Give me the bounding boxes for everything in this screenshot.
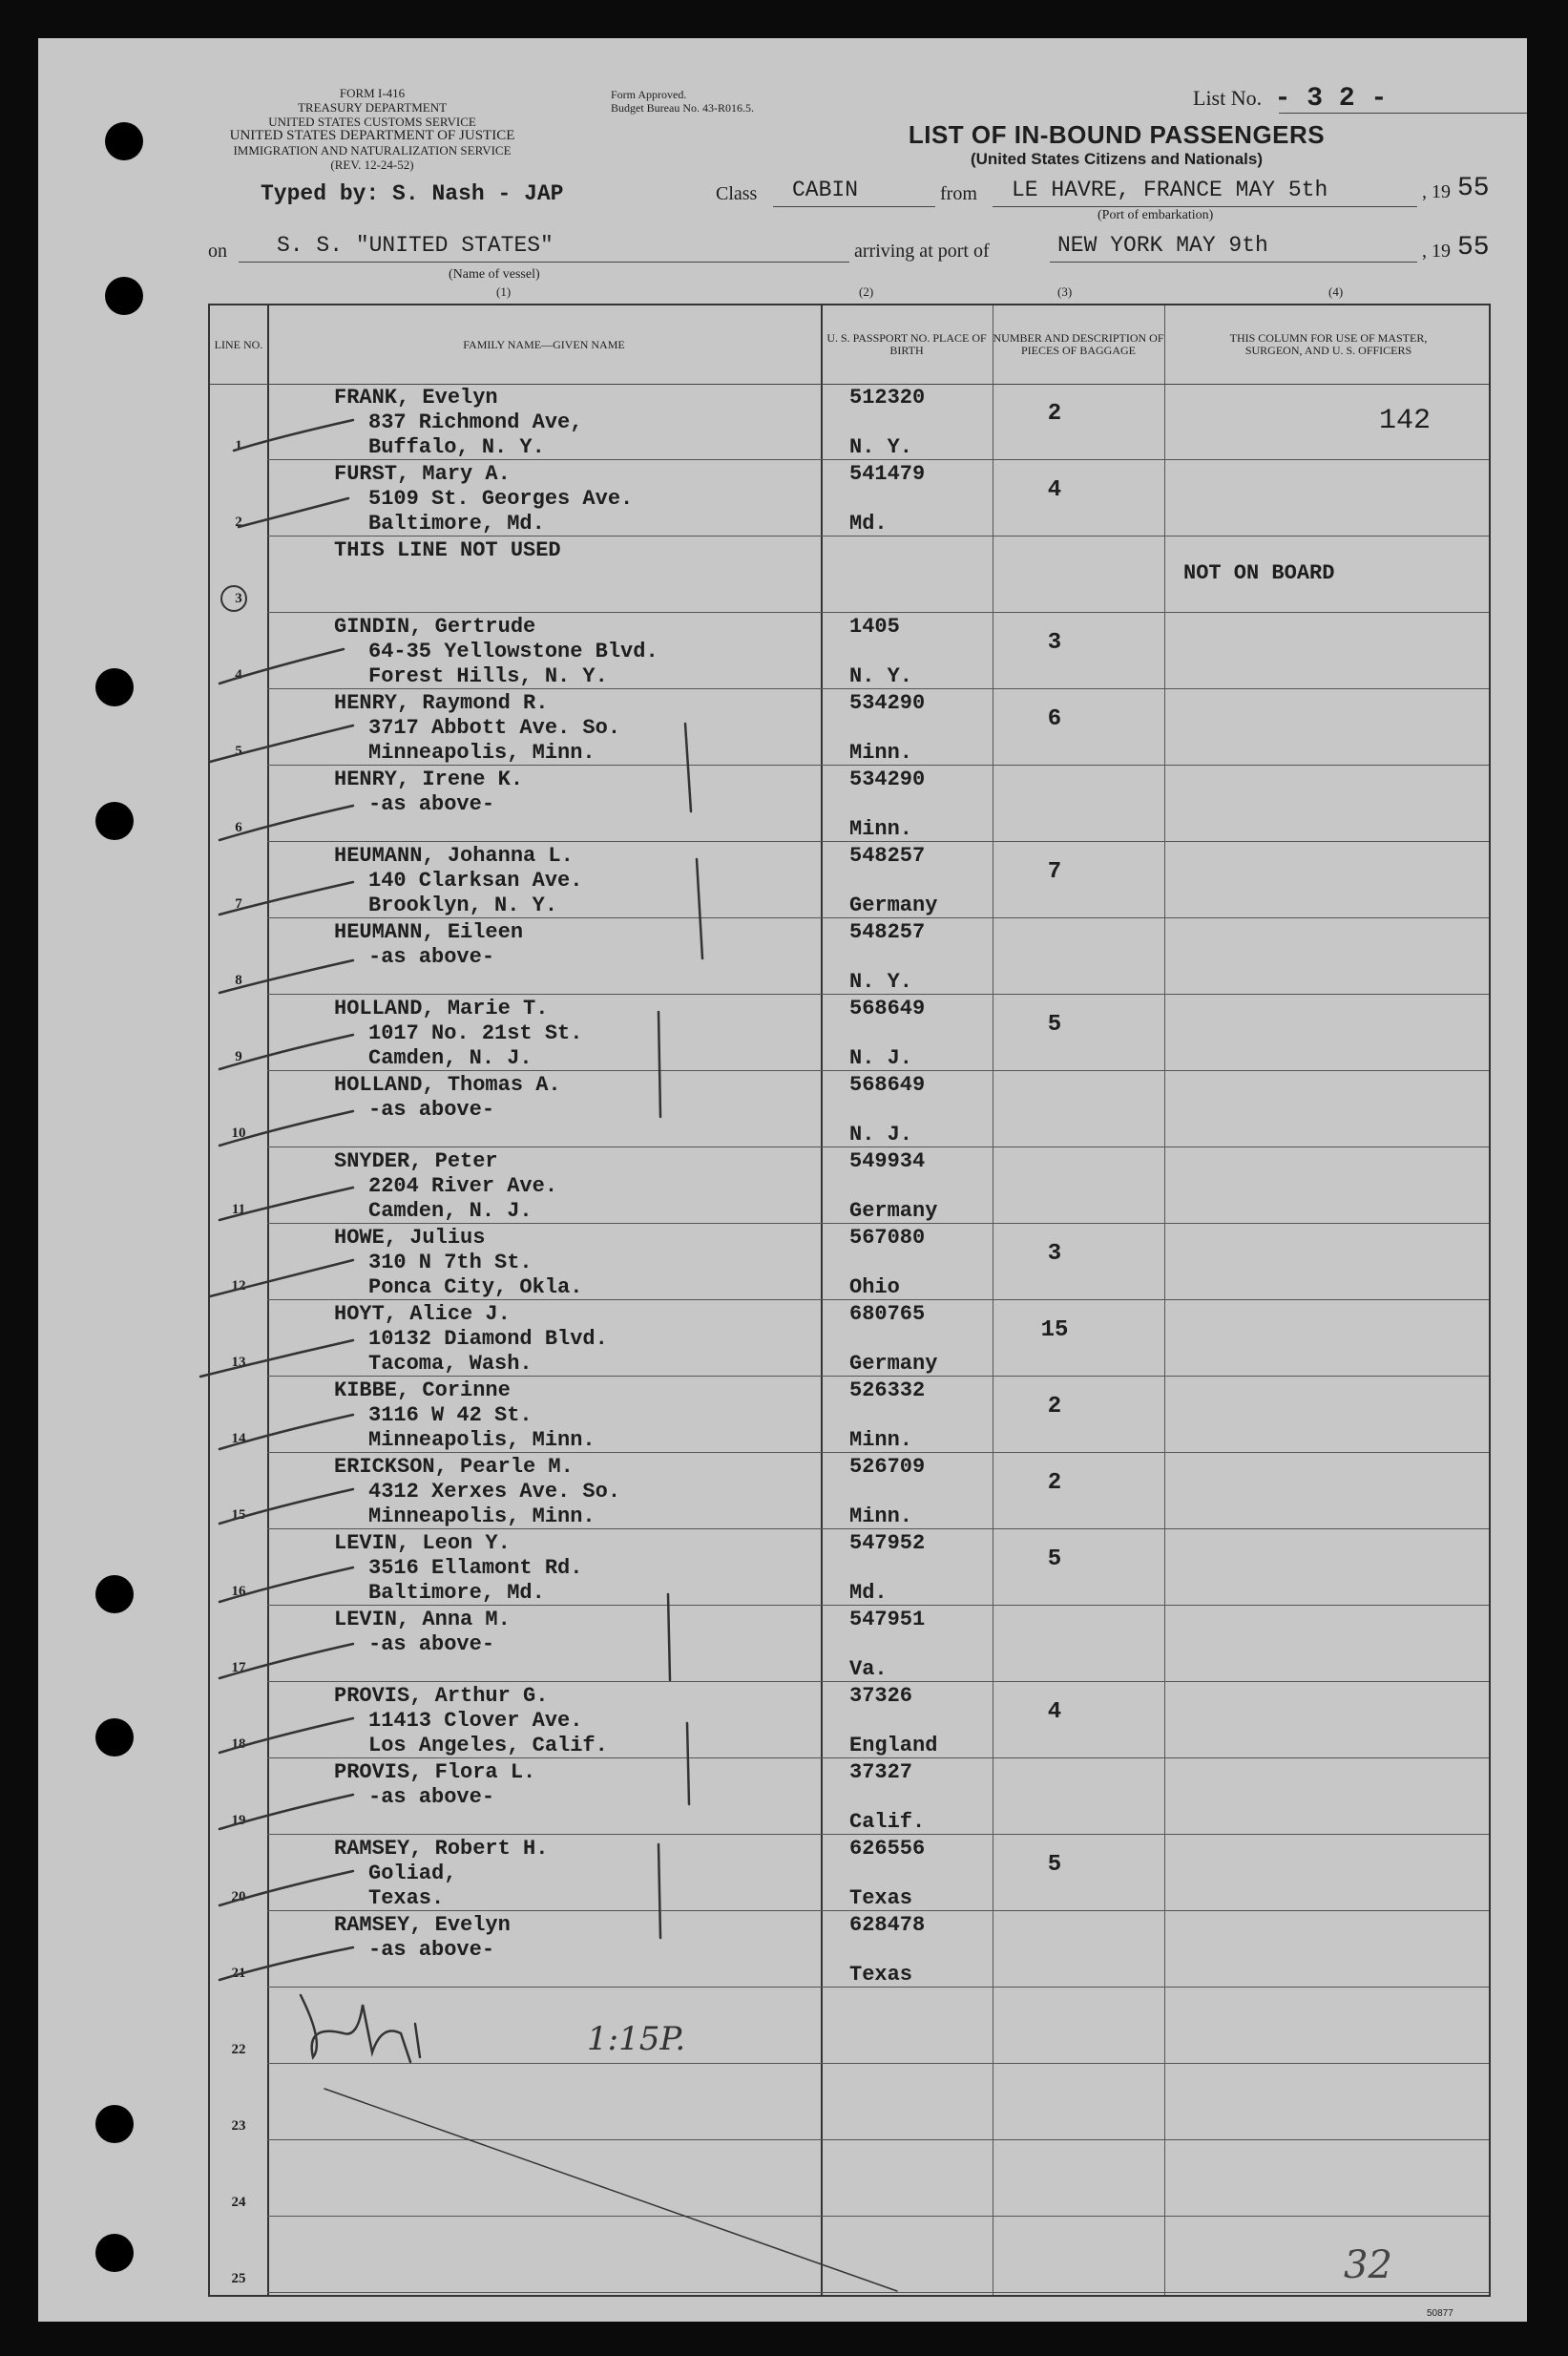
passenger-name: LEVIN, Leon Y. <box>334 1531 511 1555</box>
column-number-4: (4) <box>1328 284 1344 299</box>
place-of-birth: Germany <box>849 1199 938 1223</box>
punch-hole <box>105 122 143 160</box>
address-line-1: 4312 Xerxes Ave. So. <box>368 1480 621 1504</box>
baggage-count: 2 <box>1047 1470 1062 1496</box>
address-line-2: Forest Hills, N. Y. <box>368 664 608 688</box>
punch-hole <box>95 802 134 840</box>
table-row <box>210 460 1489 536</box>
passport-cell <box>849 1149 938 1223</box>
passenger-name-cell <box>334 1149 557 1224</box>
address-line-1: 3516 Ellamont Rd. <box>368 1556 583 1580</box>
line-number: 8 <box>235 973 242 988</box>
address-line-2: Minneapolis, Minn. <box>368 741 596 765</box>
passenger-name: ERICKSON, Pearle M. <box>334 1455 574 1479</box>
address-line-2: Los Angeles, Calif. <box>368 1734 608 1757</box>
passenger-name-cell <box>334 1837 548 1911</box>
address-line-2: Camden, N. J. <box>368 1046 533 1070</box>
document-title: LIST OF IN-BOUND PASSENGERS <box>908 120 1326 149</box>
address-line-1: -as above- <box>368 1785 495 1809</box>
passenger-name: RAMSEY, Robert H. <box>334 1837 549 1861</box>
passenger-name-cell <box>334 1608 511 1657</box>
passenger-name: HEUMANN, Johanna L. <box>334 844 574 868</box>
passenger-table <box>208 304 1491 2297</box>
address-line-2: Buffalo, N. Y. <box>368 435 545 459</box>
table-row <box>210 1224 1489 1300</box>
typed-by-value: S. Nash - JAP <box>392 181 564 206</box>
line-number: 4 <box>235 667 242 683</box>
table-row <box>210 689 1489 766</box>
passport-cell <box>849 920 926 994</box>
passenger-name: HENRY, Irene K. <box>334 768 524 791</box>
baggage-count: 3 <box>1047 630 1062 656</box>
passenger-name-cell <box>334 1531 582 1606</box>
passport-number: 568649 <box>849 1073 926 1097</box>
officer-handwritten-note: 142 <box>1379 405 1432 437</box>
table-row <box>210 536 1489 613</box>
passport-cell <box>849 1684 938 1757</box>
table-row <box>210 1453 1489 1529</box>
passport-number: 526709 <box>849 1455 926 1479</box>
place-of-birth: N. Y. <box>849 664 913 688</box>
passport-number: 37326 <box>849 1684 913 1708</box>
passport-cell <box>849 1226 926 1299</box>
form-number: FORM I-416 <box>339 86 406 100</box>
passport-cell <box>849 1073 926 1146</box>
passport-cell <box>849 768 926 841</box>
form-approval <box>611 88 754 115</box>
address-line-1: 140 Clarksan Ave. <box>368 869 583 893</box>
passport-number: 628478 <box>849 1913 926 1937</box>
typed-by-label: Typed by: <box>261 181 380 206</box>
place-of-birth: N. Y. <box>849 970 913 994</box>
line-number: 1 <box>235 438 242 453</box>
form-revision: (REV. 12-24-52) <box>330 158 414 172</box>
year-prefix: , 19 <box>1422 241 1451 262</box>
embarkation-year: 55 <box>1457 174 1490 203</box>
place-of-birth: Texas <box>849 1886 913 1910</box>
column-number-2: (2) <box>859 284 874 299</box>
table-row <box>210 1682 1489 1758</box>
punch-hole <box>95 1575 134 1613</box>
passport-cell <box>849 615 913 688</box>
baggage-count: 7 <box>1047 859 1062 885</box>
on-label: on <box>208 241 227 262</box>
baggage-count: 6 <box>1047 706 1062 732</box>
passport-number: 548257 <box>849 920 926 944</box>
passport-number: 512320 <box>849 386 926 410</box>
passport-cell <box>849 1760 926 1834</box>
place-of-birth: England <box>849 1734 938 1757</box>
place-of-birth: Minn. <box>849 741 913 765</box>
address-line-2: Camden, N. J. <box>368 1199 533 1223</box>
passport-cell <box>849 386 926 459</box>
passport-cell <box>849 1378 926 1452</box>
header-line-no: LINE NO. <box>214 337 263 351</box>
column-number-3: (3) <box>1057 284 1073 299</box>
passport-cell <box>849 1455 926 1528</box>
table-row <box>210 1606 1489 1682</box>
line-number: 24 <box>231 2195 246 2210</box>
table-row <box>210 2217 1489 2293</box>
form-approved-label: Form Approved. <box>611 88 687 101</box>
passport-cell <box>849 1608 926 1681</box>
line-number: 17 <box>231 1660 246 1675</box>
punch-hole <box>105 277 143 315</box>
passport-cell <box>849 844 938 917</box>
list-number-label: List No. <box>1193 86 1263 110</box>
passport-number: 680765 <box>849 1302 926 1326</box>
address-line-2: Minneapolis, Minn. <box>368 1428 596 1452</box>
address-line-1: -as above- <box>368 945 495 969</box>
passport-cell <box>849 1837 926 1910</box>
document-page <box>38 38 1527 2322</box>
passenger-name: PROVIS, Arthur G. <box>334 1684 549 1708</box>
place-of-birth: Minn. <box>849 1428 913 1452</box>
passport-cell <box>849 1531 926 1605</box>
header-baggage: NUMBER AND DESCRIPTION OF PIECES OF BAGGAGE <box>993 331 1164 357</box>
place-of-birth: Minn. <box>849 1504 913 1528</box>
table-row <box>210 766 1489 842</box>
line-number: 15 <box>231 1507 246 1523</box>
address-line-1: 3717 Abbott Ave. So. <box>368 716 621 740</box>
place-of-birth: N. Y. <box>849 435 913 459</box>
punch-hole <box>95 2105 134 2143</box>
passenger-name-cell <box>334 1455 620 1529</box>
passenger-name-cell <box>334 462 633 536</box>
budget-bureau-number: Budget Bureau No. 43-R016.5. <box>611 101 754 115</box>
from-label: from <box>940 183 977 204</box>
line-number: 14 <box>231 1431 246 1446</box>
passport-cell <box>849 462 926 536</box>
line-number: 9 <box>235 1049 242 1064</box>
arrival-year: 55 <box>1457 233 1490 263</box>
passenger-name: HOLLAND, Marie T. <box>334 997 549 1020</box>
baggage-count: 5 <box>1047 1852 1062 1878</box>
address-line-1: 837 Richmond Ave, <box>368 410 583 434</box>
address-line-1: -as above- <box>368 1632 495 1656</box>
passport-cell <box>849 1302 938 1376</box>
justice-department: UNITED STATES DEPARTMENT OF JUSTICE <box>229 128 515 143</box>
passenger-name-cell <box>334 386 582 460</box>
passenger-name: FURST, Mary A. <box>334 462 511 486</box>
immigration-service: IMMIGRATION AND NATURALIZATION SERVICE <box>233 143 512 158</box>
passport-number: 37327 <box>849 1760 913 1784</box>
officer-note: NOT ON BOARD <box>1183 561 1335 585</box>
form-agency-header <box>181 86 563 172</box>
table-row <box>210 384 1489 460</box>
passenger-name: SNYDER, Peter <box>334 1149 498 1173</box>
address-line-2: Baltimore, Md. <box>368 512 545 536</box>
address-line-2: Ponca City, Okla. <box>368 1275 583 1299</box>
vessel-caption: (Name of vessel) <box>449 267 540 282</box>
address-line-1: -as above- <box>368 1098 495 1122</box>
passenger-name: HOWE, Julius <box>334 1226 486 1250</box>
table-row <box>210 1988 1489 2064</box>
table-row <box>210 1911 1489 1988</box>
table-row <box>210 2064 1489 2140</box>
address-line-1: -as above- <box>368 792 495 816</box>
place-of-birth: Germany <box>849 894 938 917</box>
address-line-1: 5109 St. Georges Ave. <box>368 487 634 511</box>
passport-cell <box>849 1913 926 1987</box>
address-line-2: Baltimore, Md. <box>368 1581 545 1605</box>
document-title-block <box>907 120 1327 169</box>
passenger-name-cell <box>334 1226 582 1300</box>
passenger-name: HENRY, Raymond R. <box>334 691 549 715</box>
baggage-count: 5 <box>1047 1012 1062 1038</box>
line-number: 23 <box>231 2118 246 2134</box>
list-number-value: - 3 2 - <box>1274 84 1388 114</box>
table-row <box>210 1300 1489 1377</box>
passenger-name: RAMSEY, Evelyn <box>334 1913 511 1937</box>
address-line-1: 2204 River Ave. <box>368 1174 558 1198</box>
line-number: 13 <box>231 1355 246 1370</box>
baggage-count: 3 <box>1047 1241 1062 1267</box>
place-of-birth: Calif. <box>849 1810 926 1834</box>
table-row <box>210 995 1489 1071</box>
customs-service: UNITED STATES CUSTOMS SERVICE <box>268 115 476 129</box>
table-row <box>210 1377 1489 1453</box>
line-number: 7 <box>235 896 242 912</box>
passport-number: 567080 <box>849 1226 926 1250</box>
table-row <box>210 1071 1489 1147</box>
passenger-name: PROVIS, Flora L. <box>334 1760 536 1784</box>
table-row <box>210 842 1489 918</box>
address-line-2: Minneapolis, Minn. <box>368 1504 596 1528</box>
passport-number: 534290 <box>849 691 926 715</box>
passenger-name-cell <box>334 1760 535 1810</box>
passenger-name: KIBBE, Corinne <box>334 1378 511 1402</box>
list-number <box>1193 84 1387 114</box>
arriving-label: arriving at port of <box>854 241 990 262</box>
address-line-2: Brooklyn, N. Y. <box>368 894 558 917</box>
address-line-1: -as above- <box>368 1938 495 1962</box>
port-of-arrival: NEW YORK MAY 9th <box>1057 233 1268 258</box>
year-prefix: , 19 <box>1422 181 1451 202</box>
passenger-name-cell <box>334 538 561 563</box>
punch-hole <box>95 668 134 706</box>
passenger-name-cell <box>334 1684 608 1758</box>
vessel-name: S. S. "UNITED STATES" <box>277 233 554 258</box>
line-number: 6 <box>235 820 242 835</box>
header-family-name: FAMILY NAME—GIVEN NAME <box>463 337 625 351</box>
passport-number: 1405 <box>849 615 900 639</box>
table-row <box>210 2140 1489 2217</box>
table-row <box>210 1147 1489 1224</box>
passenger-name-cell <box>334 1302 608 1377</box>
passport-number: 547952 <box>849 1531 926 1555</box>
passenger-name-cell <box>334 1073 561 1123</box>
passenger-name: THIS LINE NOT USED <box>334 538 561 562</box>
baggage-count: 2 <box>1047 401 1062 427</box>
header-passport: U. S. PASSPORT NO. PLACE OF BIRTH <box>826 331 987 357</box>
passport-cell <box>849 691 926 765</box>
typed-by <box>261 181 563 206</box>
address-line-1: 10132 Diamond Blvd. <box>368 1327 608 1351</box>
passenger-name: GINDIN, Gertrude <box>334 615 536 639</box>
treasury-department: TREASURY DEPARTMENT <box>297 100 448 115</box>
place-of-birth: N. J. <box>849 1123 913 1146</box>
address-line-2: Tacoma, Wash. <box>368 1352 533 1376</box>
passenger-name: HOLLAND, Thomas A. <box>334 1073 561 1097</box>
line-number: 16 <box>231 1584 246 1599</box>
place-of-birth: N. J. <box>849 1046 913 1070</box>
passenger-name-cell <box>334 1913 511 1963</box>
line-number: 22 <box>231 2042 246 2057</box>
address-line-2: Texas. <box>368 1886 445 1910</box>
passenger-name-cell <box>334 615 659 689</box>
punch-hole <box>95 1718 134 1756</box>
passenger-name-cell <box>334 920 523 970</box>
place-of-birth: Ohio <box>849 1275 900 1299</box>
place-of-birth: Texas <box>849 1963 913 1987</box>
port-embarkation-caption: (Port of embarkation) <box>1098 208 1214 222</box>
passport-number: 626556 <box>849 1837 926 1861</box>
footer-form-code: 50877 <box>1427 2308 1453 2319</box>
passport-number: 526332 <box>849 1378 926 1402</box>
column-number-1: (1) <box>496 284 512 299</box>
line-number: 5 <box>235 744 242 759</box>
address-line-1: 1017 No. 21st St. <box>368 1021 583 1045</box>
passenger-name-cell <box>334 844 582 918</box>
place-of-birth: Md. <box>849 512 888 536</box>
address-line-1: 3116 W 42 St. <box>368 1403 533 1427</box>
handwritten-time-note: 1:15P. <box>587 2020 686 2058</box>
place-of-birth: Minn. <box>849 817 913 841</box>
address-line-1: 11413 Clover Ave. <box>368 1709 583 1733</box>
table-row <box>210 1758 1489 1835</box>
passport-number: 549934 <box>849 1149 926 1173</box>
passport-number: 541479 <box>849 462 926 486</box>
line-number: 10 <box>231 1125 246 1141</box>
passenger-name-cell <box>334 997 582 1071</box>
passenger-name-cell <box>334 1378 596 1453</box>
baggage-count: 4 <box>1047 477 1062 503</box>
passport-number: 568649 <box>849 997 926 1020</box>
line-number: 21 <box>231 1966 246 1981</box>
class-label: Class <box>716 183 758 204</box>
place-of-birth: Germany <box>849 1352 938 1376</box>
table-row <box>210 613 1489 689</box>
passenger-name: HOYT, Alice J. <box>334 1302 511 1326</box>
address-line-1: 64-35 Yellowstone Blvd. <box>368 640 659 663</box>
document-subtitle: (United States Citizens and Nationals) <box>970 150 1264 168</box>
passport-number: 548257 <box>849 844 926 868</box>
place-of-birth: Md. <box>849 1581 888 1605</box>
passport-cell <box>849 997 926 1070</box>
table-row <box>210 918 1489 995</box>
passenger-name-cell <box>334 691 620 766</box>
baggage-count: 15 <box>1040 1317 1069 1343</box>
address-line-1: Goliad, <box>368 1862 457 1885</box>
baggage-count: 4 <box>1047 1699 1062 1725</box>
passport-number: 547951 <box>849 1608 926 1631</box>
baggage-count: 5 <box>1047 1546 1062 1572</box>
table-row <box>210 1835 1489 1911</box>
passenger-name-cell <box>334 768 523 817</box>
line-number: 19 <box>231 1813 246 1828</box>
place-of-birth: Va. <box>849 1657 888 1681</box>
line-number: 12 <box>231 1278 246 1294</box>
port-of-embarkation: LE HAVRE, FRANCE MAY 5th <box>1012 178 1328 202</box>
line-number: 25 <box>231 2271 246 2286</box>
handwritten-page-mark: 32 <box>1344 2243 1392 2287</box>
line-number: 11 <box>231 1202 246 1217</box>
baggage-count: 2 <box>1047 1394 1062 1420</box>
class-value: CABIN <box>792 178 859 202</box>
address-line-1: 310 N 7th St. <box>368 1251 533 1274</box>
line-number: 2 <box>235 515 242 530</box>
passenger-name: LEVIN, Anna M. <box>334 1608 511 1631</box>
line-number: 3 <box>235 591 242 606</box>
passenger-name: FRANK, Evelyn <box>334 386 498 410</box>
table-row <box>210 1529 1489 1606</box>
punch-hole <box>95 2234 134 2272</box>
passport-number: 534290 <box>849 768 926 791</box>
passenger-name: HEUMANN, Eileen <box>334 920 524 944</box>
header-officers: THIS COLUMN FOR USE OF MASTER, SURGEON, AND U. S. OFFICERS <box>1229 331 1428 357</box>
line-number: 18 <box>231 1736 246 1752</box>
line-number: 20 <box>231 1889 246 1904</box>
